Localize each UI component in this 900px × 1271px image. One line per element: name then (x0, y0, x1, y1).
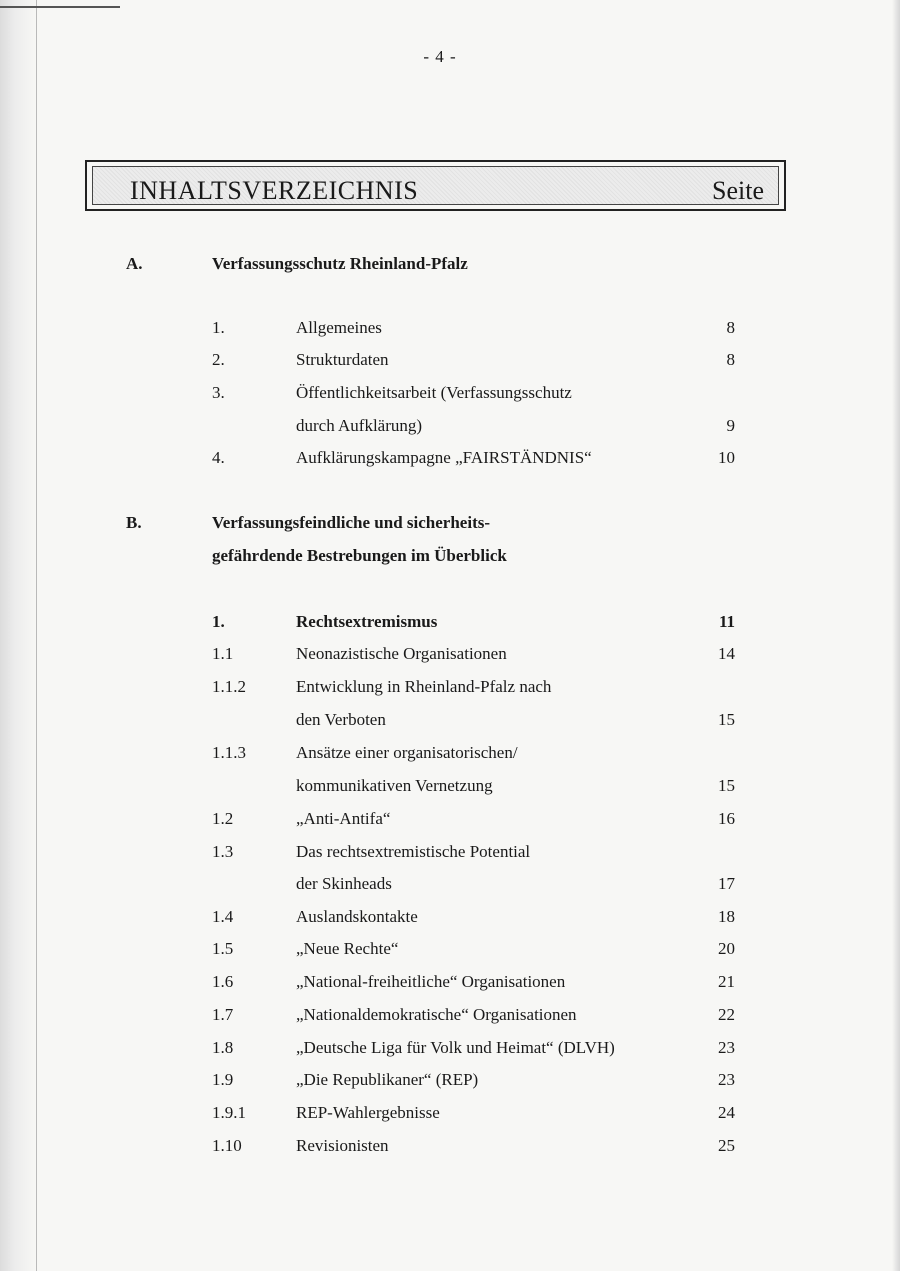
toc-entry-page: 23 (718, 1038, 735, 1057)
toc-entry-page: 16 (718, 809, 735, 828)
toc-entry-title: Das rechtsextremistische Potential (296, 842, 531, 861)
toc-entry-page: 8 (726, 350, 735, 369)
toc-entry-page: 9 (726, 416, 735, 435)
toc-entry-number: 1.10 (212, 1136, 242, 1155)
toc-entry-title: Entwicklung in Rheinland-Pfalz nach (296, 677, 552, 696)
toc-entry-title: Revisionisten (296, 1136, 389, 1155)
toc-entry-page: 18 (718, 907, 735, 926)
section-letter-b: B. (126, 513, 142, 532)
toc-entry-title: Öffentlichkeitsarbeit (Verfassungsschutz (296, 383, 572, 402)
page-column-label: Seite (712, 176, 764, 205)
toc-entry-number: 2. (212, 350, 225, 369)
toc-entry-title: „Neue Rechte“ (296, 939, 399, 958)
toc-entry-title: „Deutsche Liga für Volk und Heimat“ (DLVH) (296, 1038, 615, 1057)
toc-header-fill (92, 166, 779, 205)
scan-edge-right (892, 0, 900, 1271)
toc-header-box (85, 160, 786, 211)
toc-entry-page: 11 (718, 612, 735, 631)
toc-entry-page: 22 (718, 1005, 735, 1024)
toc-entry-title: „Nationaldemokratische“ Organisationen (296, 1005, 577, 1024)
toc-entry-title: Allgemeines (296, 318, 382, 337)
toc-entry-title: Neonazistische Organisationen (296, 644, 507, 663)
toc-entry-page: 21 (718, 972, 735, 991)
section-title-b: Verfassungsfeindliche und sicherheits- (212, 513, 491, 532)
toc-entry-page: 25 (718, 1136, 735, 1155)
toc-entry-number: 1.6 (212, 972, 234, 991)
toc-entry-title: „Anti-Antifa“ (296, 809, 391, 828)
toc-entry-page: 20 (718, 939, 735, 958)
toc-entry-page: 15 (718, 776, 735, 795)
toc-entry-title-continued: der Skinheads (296, 874, 392, 893)
toc-entry-number: 1.1.3 (212, 743, 246, 762)
toc-entry-number: 3. (212, 383, 225, 402)
scan-edge-left (0, 0, 36, 1271)
toc-entry-title-continued: kommunikativen Vernetzung (296, 776, 493, 795)
toc-entry-title: REP-Wahlergebnisse (296, 1103, 440, 1122)
section-letter-a: A. (126, 254, 143, 273)
toc-entry-title: Ansätze einer organisatorischen/ (296, 743, 518, 762)
toc-entry-number: 1. (212, 318, 225, 337)
toc-entry-number: 1.3 (212, 842, 234, 861)
toc-entry-number: 1.2 (212, 809, 234, 828)
toc-entry-number: 1.7 (212, 1005, 234, 1024)
toc-entry-number: 4. (212, 448, 225, 467)
toc-entry-title: Auslandskontakte (296, 907, 418, 926)
toc-entry-number: 1.1.2 (212, 677, 246, 696)
toc-entry-title: „National-freiheitliche“ Organisationen (296, 972, 566, 991)
toc-entry-number: 1.8 (212, 1038, 234, 1057)
toc-entry-number: 1.9.1 (212, 1103, 246, 1122)
toc-entry-page: 10 (718, 448, 735, 467)
toc-entry-page: 14 (718, 644, 735, 663)
toc-entry-page: 23 (718, 1070, 735, 1089)
toc-entry-page: 15 (718, 710, 735, 729)
top-rule (0, 6, 120, 8)
toc-entry-number: 1.4 (212, 907, 234, 926)
toc-entry-title-continued: durch Aufklärung) (296, 416, 423, 435)
toc-entry-number: 1.9 (212, 1070, 234, 1089)
section-title-b-continued: gefährdende Bestrebungen im Überblick (212, 546, 507, 565)
toc-entry-title: Aufklärungskampagne „FAIRSTÄNDNIS“ (296, 448, 592, 467)
toc-entry-number: 1.1 (212, 644, 234, 663)
section-title-a: Verfassungsschutz Rheinland-Pfalz (212, 254, 468, 273)
toc-entry-title: Strukturdaten (296, 350, 389, 369)
page-number: - 4 - (423, 47, 457, 66)
toc-entry-page: 8 (726, 318, 735, 337)
toc-entry-page: 24 (718, 1103, 735, 1122)
toc-entry-page: 17 (718, 874, 735, 893)
toc-entry-title: Rechtsextremismus (296, 612, 438, 631)
toc-entry-title-continued: den Verboten (296, 710, 386, 729)
toc-title: INHALTSVERZEICHNIS (130, 176, 419, 205)
scan-binding-line (36, 0, 37, 1271)
toc-entry-number: 1. (212, 612, 225, 631)
toc-entry-number: 1.5 (212, 939, 234, 958)
toc-entry-title: „Die Republikaner“ (REP) (296, 1070, 479, 1089)
